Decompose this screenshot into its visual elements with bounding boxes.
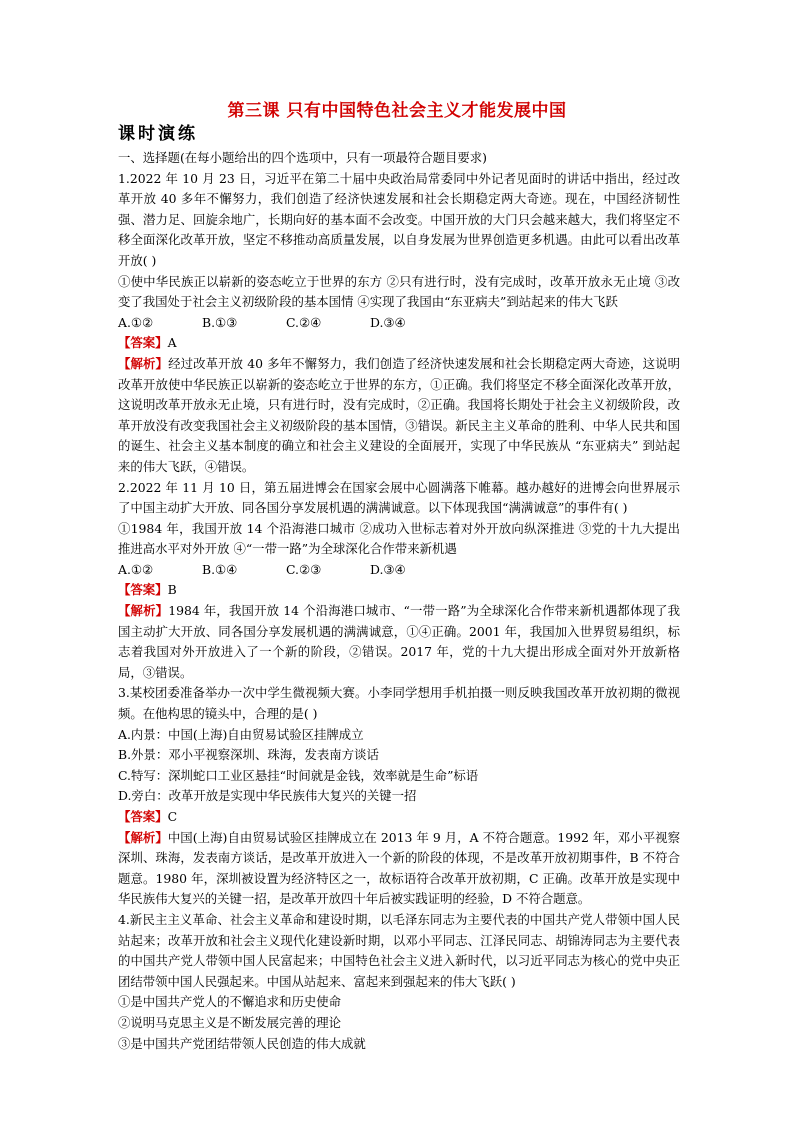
lesson-title: 第三课 只有中国特色社会主义才能发展中国 (227, 101, 567, 121)
part-header: 一、选择题(在每小题给出的四个选项中，只有一项最符合题目要求) (118, 150, 487, 165)
question-1-options (118, 313, 680, 334)
question-3-option-c: C.特写：深圳蛇口工业区悬挂“时间就是金钱，效率就是生命”标语 (118, 767, 479, 783)
analysis-tag: 【解析】 (118, 603, 169, 619)
option-b: B.①④ (202, 561, 238, 577)
question-3-option-d: D.旁白：改革开放是实现中华民族伟大复兴的关键一招 (118, 788, 417, 804)
question-1-statements: ①使中华民族正以崭新的姿态屹立于世界的东方 ②只有进行时，没有完成时，改革开放永无止境 ③改变了我国处于社会主义初级阶段的基本国情 ④实现了我国由“东亚病夫”到站起来的伟大飞跃 (118, 273, 680, 310)
analysis-text: 1984 年，我国开放 14 个沿海港口城市、“一带一路”为全球深化合作带来新机遇都体现了我国主动扩大开放、同各国分享发展机遇的满满诚意，①④正确。2001 年，我国加入世界贸易组织，标志着我国对外开放进入了一个新的阶段，②错误。2017 年，党的十九大提出形成全面对外开放新格局，③错误。 (118, 603, 680, 680)
analysis-tag: 【解析】 (118, 355, 169, 371)
question-2-statements: ①1984 年，我国开放 14 个沿海港口城市 ②成功入世标志着对外开放向纵深推进 ③党的十九大提出推进高水平对外开放 ④“一带一路”为全球深化合作带来新机遇 (118, 520, 680, 557)
question-3-option-b: B.外景：邓小平视察深圳、珠海，发表南方谈话 (118, 747, 379, 763)
question-1-stem: 1.2022 年 10 月 23 日，习近平在第二十届中央政治局常委同中外记者见面时的讲话中指出，经过改革开放 40 多年不懈努力，我们创造了经济快速发展和社会长期稳定两大奇迹。现在，中国经济韧性强、潜力足、回旋余地广，长期向好的基本面不会改变。中国开放的大门只会越来越大，我们将坚定不移全面深化改革开放，坚定不移推动高质量发展，以自身发展为世界创造更多机遇。由此可以看出改革开放( ) (118, 170, 680, 268)
option-d: D.③④ (370, 314, 406, 330)
option-a: A.①② (118, 314, 154, 330)
answer-value: B (167, 582, 177, 598)
question-1-answer (118, 333, 680, 354)
option-a: A.①② (118, 561, 154, 577)
analysis-tag: 【解析】 (118, 829, 168, 845)
answer-value: A (167, 335, 177, 351)
question-2-options (118, 560, 680, 581)
analysis-text: 经过改革开放 40 多年不懈努力，我们创造了经济快速发展和社会长期稳定两大奇迹，这说明改革开放使中华民族正以崭新的姿态屹立于世界的东方，①正确。我们将坚定不移全面深化改革开放，这说明改革开放永无止境，只有进行时，没有完成时，②正确。我国将长期处于社会主义初级阶段，改革开放没有改变我国社会主义初级阶段的基本国情，③错误。新民主主义革命的胜利、中华人民共和国的诞生、社会主义基本制度的确立和社会主义建设的全面展开，实现了中华民族从 “东亚病夫” 到站起来的伟大飞跃，④错误。 (118, 355, 680, 474)
option-b: B.①③ (202, 314, 238, 330)
question-4-statement-3: ③是中国共产党团结带领人民创造的伟大成就 (118, 1035, 366, 1051)
question-3-option-a: A.内景：中国(上海)自由贸易试验区挂牌成立 (118, 726, 364, 742)
question-3-answer (118, 807, 680, 828)
answer-tag: 【答案】 (118, 335, 168, 351)
option-c: C.②④ (286, 314, 322, 330)
option-d: D.③④ (370, 561, 406, 577)
answer-tag: 【答案】 (118, 809, 168, 824)
question-4-statement-1: ①是中国共产党人的不懈追求和历史使命 (118, 994, 342, 1010)
answer-tag: 【答案】 (118, 582, 168, 598)
question-2-stem: 2.2022 年 11 月 10 日，第五届进博会在国家会展中心圆满落下帷幕。越办越好的进博会向世界展示了中国主动扩大开放、同各国分享发展机遇的满满诚意。以下体现我国“满满诚意”的事件有( ) (118, 479, 680, 516)
section-title: 课时演练 (118, 124, 198, 144)
answer-value: C (167, 809, 178, 824)
question-2-analysis (118, 601, 680, 683)
analysis-text: 中国(上海)自由贸易试验区挂牌成立在 2013 年 9 月，A 不符合题意。1992 年，邓小平视察深圳、珠海，发表南方谈话，是改革开放进入一个新的阶段的体现，不是改革开放初期事件，B 不符合题意。1980 年，深圳被设置为经济特区之一，故标语符合改革开放初期，C 正确。改革开放是实现中华民族伟大复兴的关键一招，是改革开放四十年后被实践证明的经验，D 不符合题意。 (118, 829, 681, 907)
question-3-analysis (118, 828, 680, 910)
question-1-analysis (118, 354, 680, 478)
document-body (118, 148, 680, 1054)
question-4-stem: 4.新民主主义革命、社会主义革命和建设时期，以毛泽东同志为主要代表的中国共产党人带领中国人民站起来；改革开放和社会主义现代化建设新时期，以邓小平同志、江泽民同志、胡锦涛同志为主要代表的中国共产党人带领中国人民富起来；中国特色社会主义进入新时代，以习近平同志为核心的党中央正团结带领中国人民强起来。中国从站起来、富起来到强起来的伟大飞跃( ) (118, 911, 680, 989)
question-4-statement-2: ②说明马克思主义是不断发展完善的理论 (118, 1014, 342, 1030)
question-3-stem: 3.某校团委准备举办一次中学生微视频大赛。小李同学想用手机拍摄一则反映我国改革开放初期的微视频。在他构思的镜头中，合理的是( ) (118, 685, 680, 722)
option-c: C.②③ (286, 561, 322, 577)
question-2-answer (118, 580, 680, 601)
